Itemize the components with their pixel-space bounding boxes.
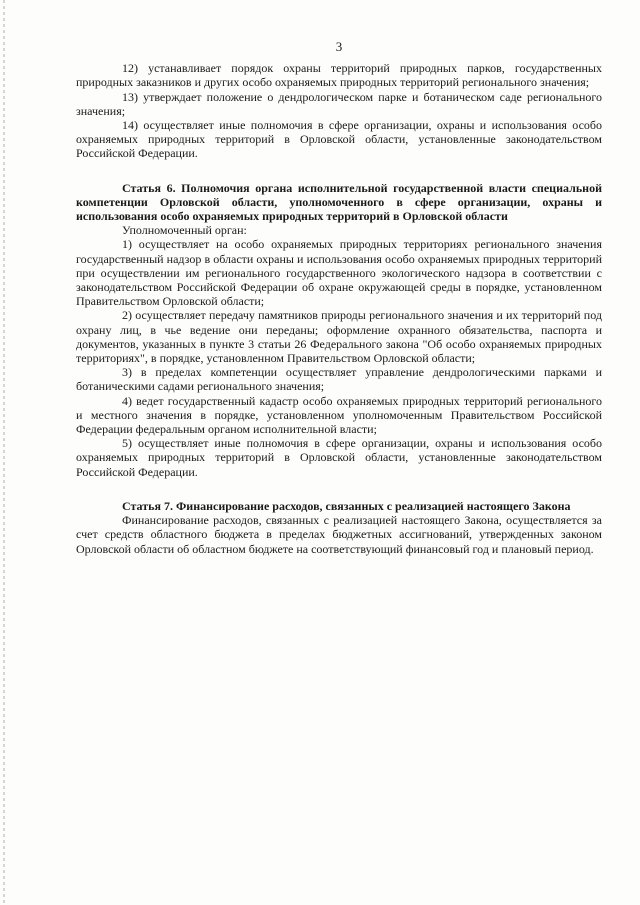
list-item-12: 12) устанавливает порядок охраны территорий природных парков, государственных природных заказников и других особо охраняемых природных территорий регионального значения; (76, 61, 602, 90)
article-6-item-3: 3) в пределах компетенции осуществляет управление дендрологическими парками и ботаническими садами регионального значения; (76, 365, 602, 394)
article-6-intro: Уполномоченный орган: (122, 223, 247, 238)
list-item-14: 14) осуществляет иные полномочия в сфере организации, охраны и использования особо охраняемых природных территорий в Орловской области, установленные законодательством Российской Федерации. (76, 118, 602, 161)
article-6-heading: Статья 6. Полномочия органа исполнительной государственной власти специальной компетенции Орловской области, уполномоченного в сфере организации, охраны и использования особо охраняемых природных территорий в Орловской области (76, 180, 602, 224)
list-item-13: 13) утверждает положение о дендрологическом парке и ботаническом саде регионального значения; (76, 89, 602, 118)
article-7-body: Финансирование расходов, связанных с реализацией настоящего Закона, осуществляется за счет средств областного бюджета в пределах бюджетных ассигнований, утвержденных законом Орловской области об областном бюджете на соответствующий финансовый год и плановый период. (76, 513, 602, 556)
page-number: 3 (335, 39, 343, 54)
article-6-item-1: 1) осуществляет на особо охраняемых природных территориях регионального значения государственный надзор в области охраны и использования особо охраняемых природных территорий при осуществлении им регионального государственного экологического надзора в соответствии с законодательством Российской Федерации об охране окружающей среды в порядке, установленном Правительством Орловской области; (76, 237, 602, 309)
article-6-item-2: 2) осуществляет передачу памятников природы регионального значения и их территорий под охрану лиц, в чье ведение они переданы; оформление охранного обязательства, паспорта и документов, указанных в пункте 3 статьи 26 Федерального закона "Об особо охраняемых природных территориях", в порядке, установленном Правительством Орловской области; (76, 308, 602, 366)
article-7-heading: Статья 7. Финансирование расходов, связанных с реализацией настоящего Закона (122, 498, 571, 513)
document-page (76, 40, 602, 556)
article-6-item-5: 5) осуществляет иные полномочия в сфере организации, охраны и использования особо охраняемых природных территорий в Орловской области, установленные законодательством Российской Федерации. (76, 436, 602, 479)
article-6-item-4: 4) ведет государственный кадастр особо охраняемых природных территорий регионального и местного значения в порядке, установленном уполномоченным Правительством Российской Федерации федеральным органом исполнительной власти; (76, 393, 602, 437)
page-binding-edge (3, 0, 5, 905)
